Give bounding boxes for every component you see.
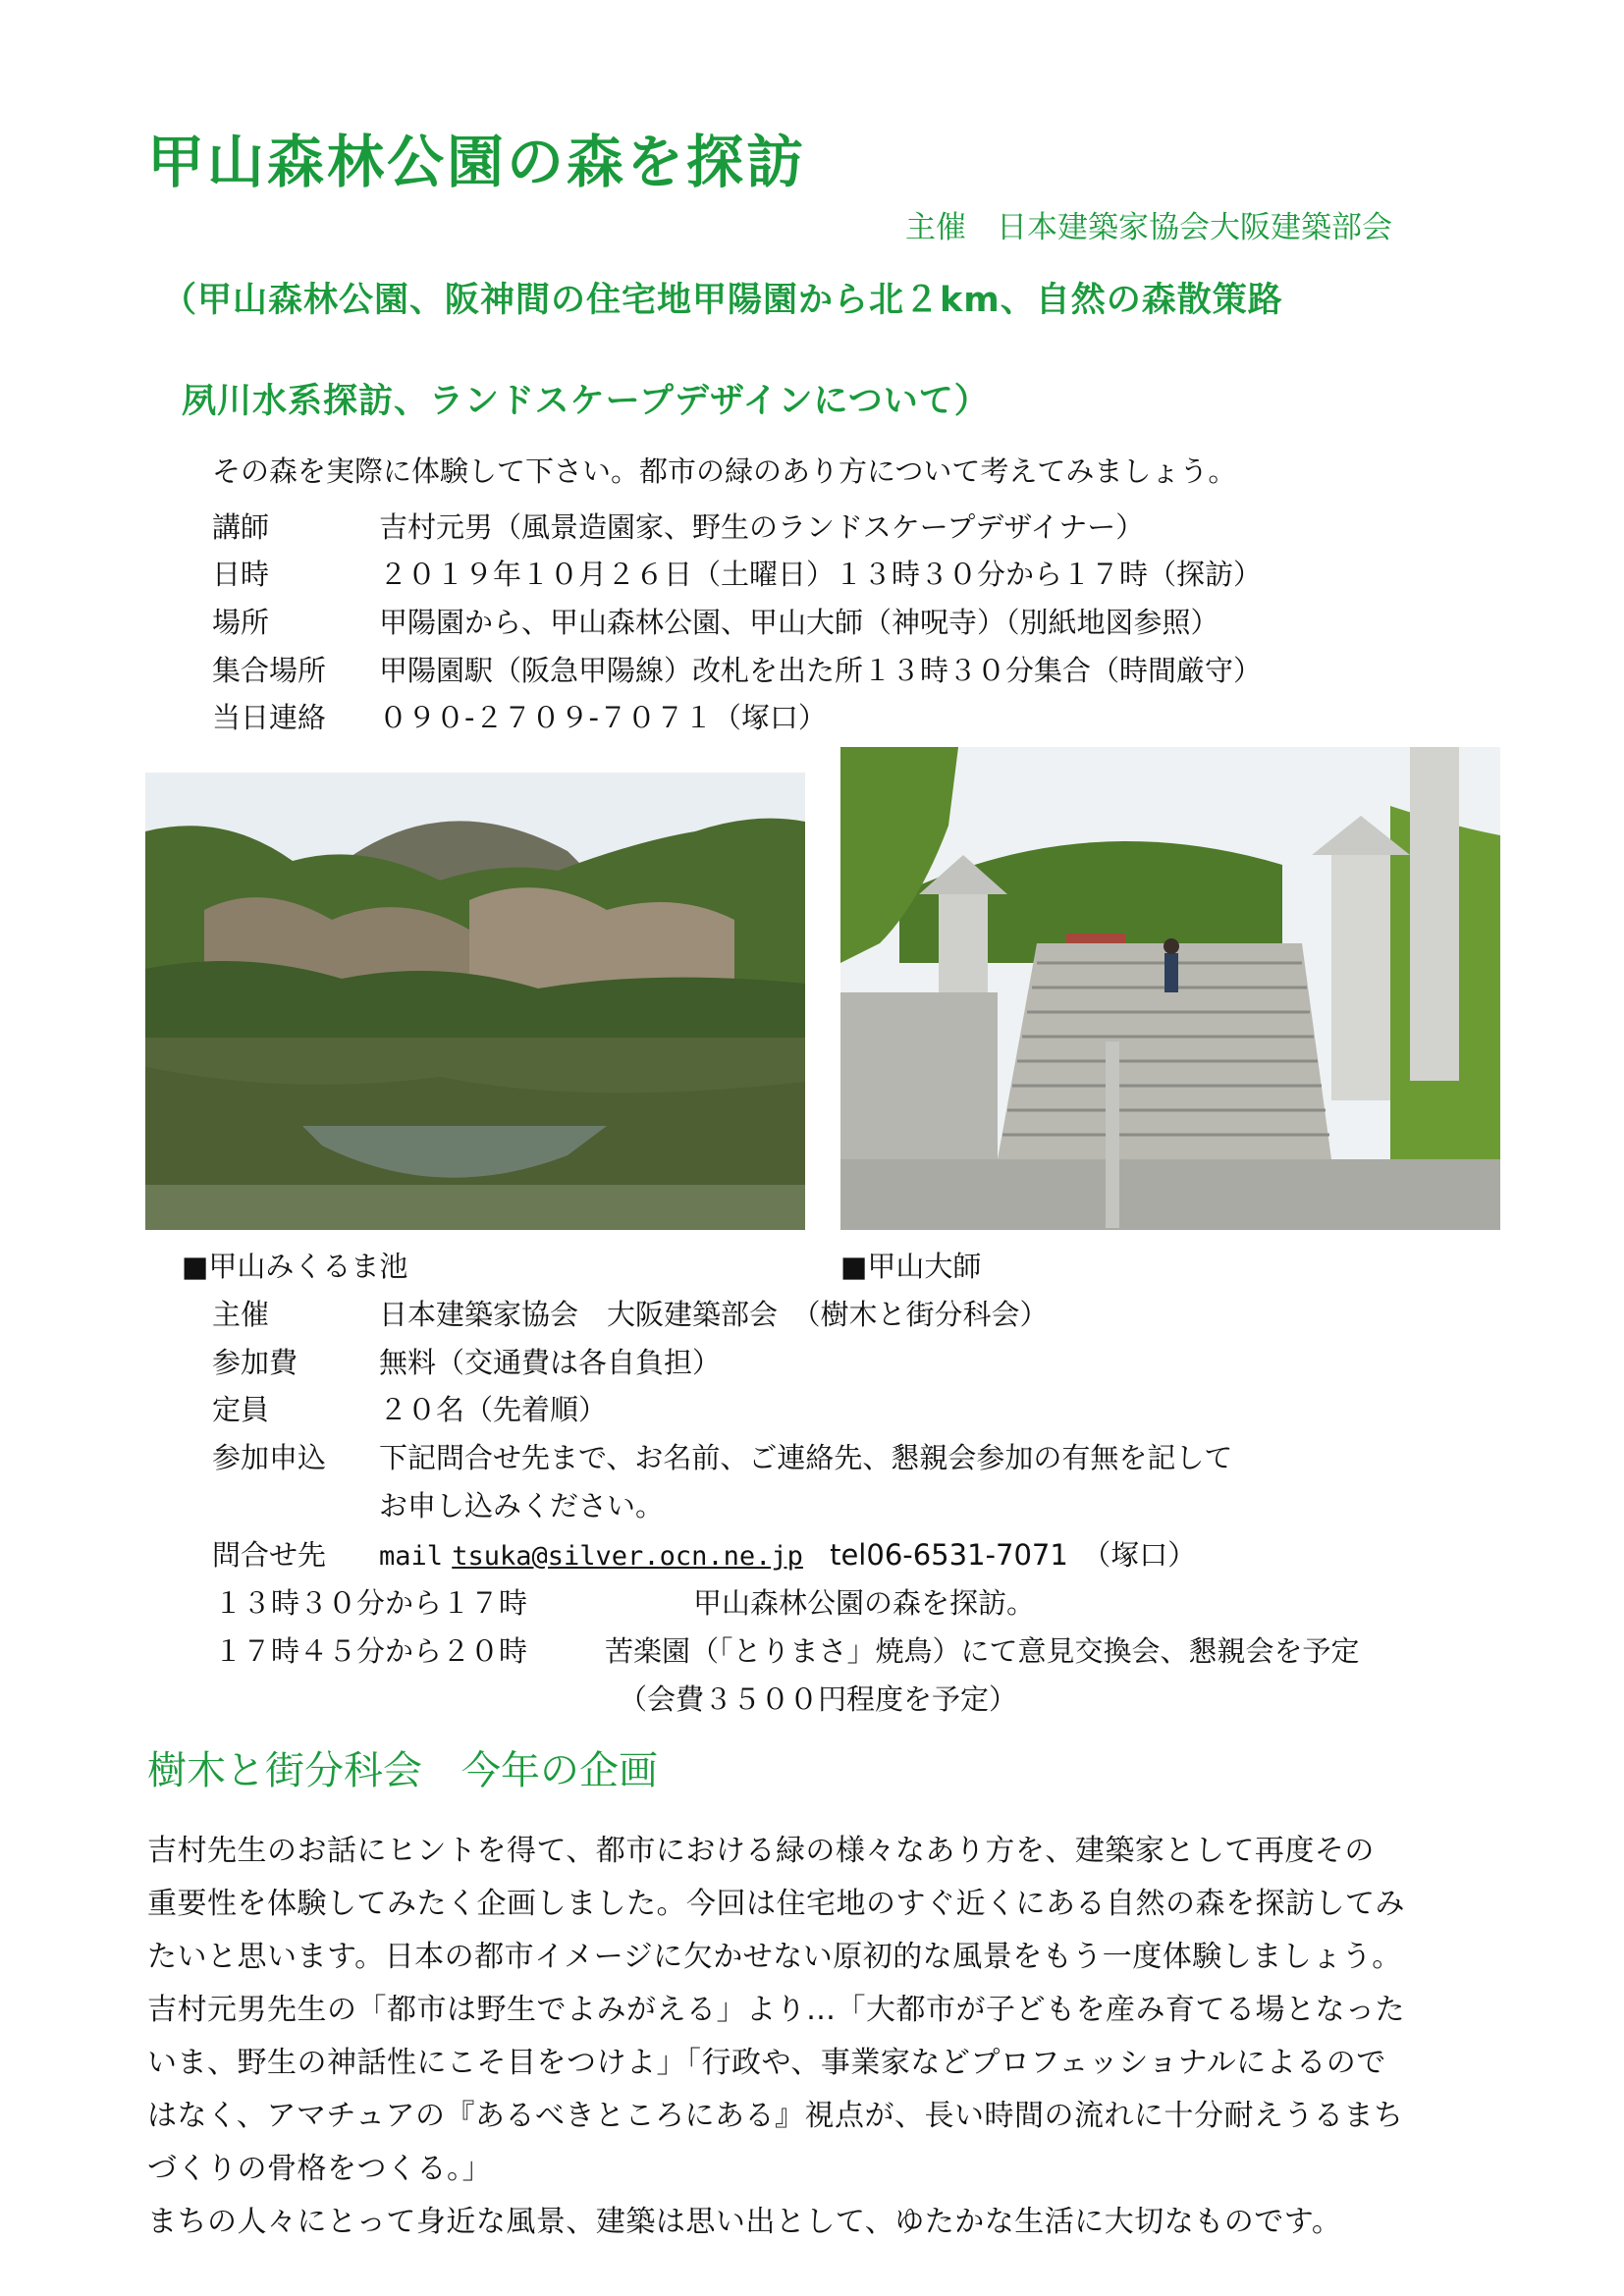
detail-key: 集合場所 [212, 654, 327, 687]
paragraph-line: 吉村先生のお話にヒントを得て、都市における緑の様々なあり方を、建築家として再度その [147, 1834, 1375, 1868]
info-key: 定員 [212, 1393, 270, 1426]
schedule-row-2 [214, 1629, 1360, 1670]
schedule-note: （会費３５００円程度を予定） [619, 1682, 1018, 1716]
info-fee [212, 1341, 721, 1381]
info-key: 参加申込 [212, 1441, 327, 1474]
detail-key: 当日連絡 [212, 701, 327, 734]
section-heading: 樹木と街分科会 今年の企画 [147, 1748, 658, 1793]
info-capacity [212, 1388, 607, 1428]
paragraph-line: たいと思います。日本の都市イメージに欠かせない原初的な風景をもう一度体験しましょう。 [147, 1940, 1402, 1974]
contact-tel: tel06-6531-7071 （塚口） [830, 1538, 1197, 1572]
subtitle-line-1: （甲山森林公園、阪神間の住宅地甲陽園から北２km、自然の森散策路 [162, 281, 1283, 320]
subtitle-line-2: 夙川水系探訪、ランドスケープデザインについて） [182, 382, 990, 421]
page-title: 甲山森林公園の森を探訪 [147, 129, 807, 195]
info-value: 日本建築家協会 大阪建築部会 （樹木と街分科会） [379, 1298, 1049, 1331]
paragraph-line: 重要性を体験してみたく企画しました。今回は住宅地のすぐ近くにある自然の森を探訪してみ [147, 1887, 1405, 1921]
contact-mail-prefix: mail [379, 1541, 444, 1572]
info-apply [212, 1436, 1232, 1476]
paragraph-line: づくりの骨格をつくる。」 [147, 2152, 492, 2186]
info-key: 参加費 [212, 1346, 298, 1379]
detail-lecturer [212, 506, 1144, 546]
caption-left-photo: ■甲山みくるま池 [182, 1250, 408, 1283]
paragraph-line: はなく、アマチュアの『あるべきところにある』視点が、長い時間の流れに十分耐えうるまち [147, 2099, 1404, 2133]
info-value: 無料（交通費は各自負担） [379, 1346, 722, 1379]
info-apply-cont: お申し込みください。 [379, 1489, 665, 1522]
schedule-time: １７時４５分から２０時 [214, 1634, 528, 1668]
detail-value: 吉村元男（風景造園家、野生のランドスケープデザイナー） [379, 510, 1145, 544]
info-host [212, 1293, 1049, 1333]
schedule-row-1 [214, 1581, 1035, 1622]
schedule-desc: 苦楽園（「とりまさ」焼鳥）にて意見交換会、懇親会を予定 [605, 1634, 1360, 1668]
detail-value: ０９０-２７０９-７０７１（塚口） [379, 701, 827, 734]
detail-meeting-point [212, 649, 1262, 689]
info-key: 主催 [212, 1298, 270, 1331]
detail-value: 甲陽園駅（阪急甲陽線）改札を出た所１３時３０分集合（時間厳守） [379, 654, 1263, 687]
detail-key: 場所 [212, 606, 270, 639]
detail-datetime [212, 553, 1262, 593]
detail-value: ２０１９年１０月２６日（土曜日）１３時３０分から１７時（探訪） [379, 558, 1263, 591]
detail-value: 甲陽園から、甲山森林公園、甲山大師（神呪寺）（別紙地図参照） [379, 606, 1219, 639]
schedule-desc: 甲山森林公園の森を探訪。 [693, 1586, 1036, 1620]
paragraph-line: 吉村元男先生の「都市は野生でよみがえる」より…「大都市が子どもを産み育てる場となった [147, 1993, 1405, 2027]
detail-place [212, 601, 1219, 641]
photo-kabutoyama-daishi [840, 747, 1500, 1230]
detail-key: 日時 [212, 558, 270, 591]
detail-contact-day [212, 696, 827, 736]
paragraph-line: まちの人々にとって身近な風景、建築は思い出として、ゆたかな生活に大切なものです。 [147, 2205, 1342, 2239]
info-value: 下記問合せ先まで、お名前、ご連絡先、懇親会参加の有無を記して [379, 1441, 1233, 1474]
paragraph-line: いま、野生の神話性にこそ目をつけよ」「行政や、事業家などプロフェッショナルによるので [147, 2046, 1386, 2080]
caption-right-photo: ■甲山大師 [840, 1250, 982, 1283]
detail-key: 講師 [212, 510, 270, 544]
info-contact [212, 1533, 1196, 1574]
photo-mikuruma-pond [145, 773, 805, 1230]
organizer-line: 主催 日本建築家協会大阪建築部会 [905, 210, 1392, 245]
info-value: ２０名（先着順） [379, 1393, 608, 1426]
contact-email-link[interactable]: tsuka@silver.ocn.ne.jp [452, 1541, 803, 1572]
intro-text: その森を実際に体験して下さい。都市の緑のあり方について考えてみましょう。 [212, 454, 1237, 488]
schedule-time: １３時３０分から１７時 [214, 1586, 528, 1620]
info-key: 問合せ先 [212, 1538, 327, 1572]
